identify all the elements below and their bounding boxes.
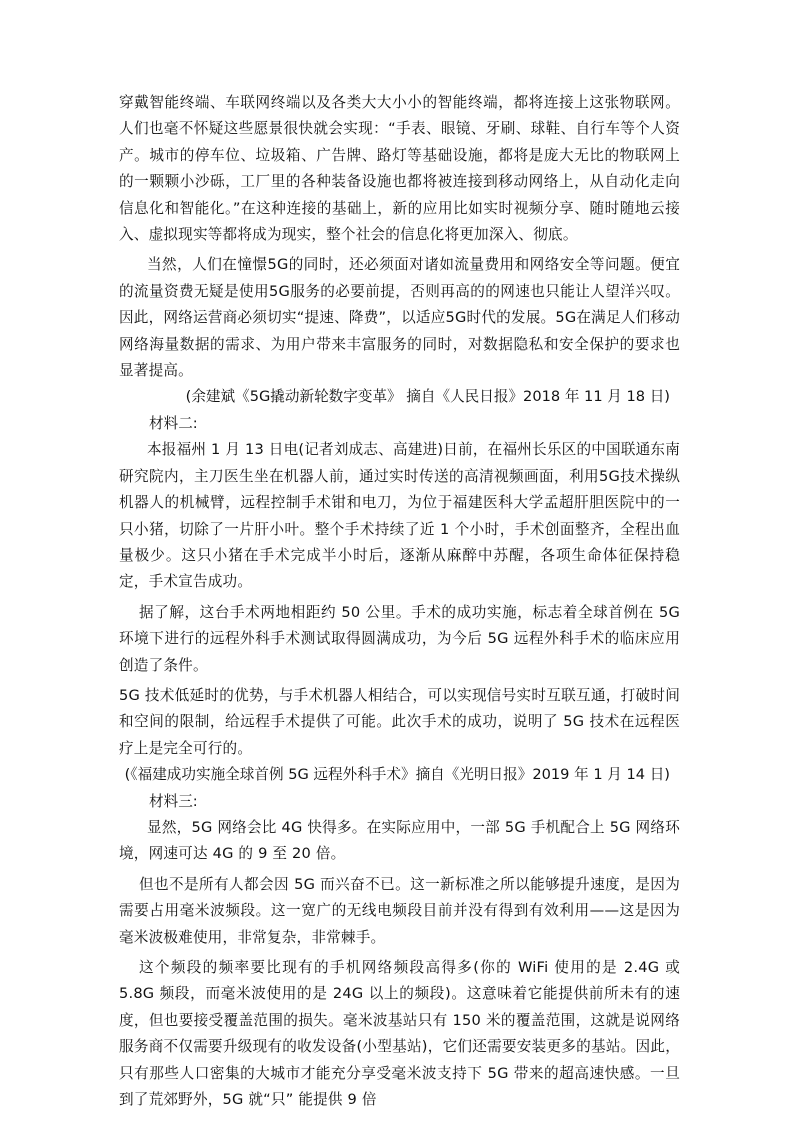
material3-paragraph-2: 但也不是所有人都会因 5G 而兴奋不已。这一新标准之所以能够提升速度，是因为需要占用毫米波频段。这一宽广的无线电频段目前并没有得到有效利用——这是因为毫米波极难使用，非常复杂，非常棘手。: [119, 875, 680, 946]
material1-paragraph-2: 当然，人们在憧憬5G的同时，还必须面对诸如流量费用和网络安全等问题。便宜的流量资费无疑是使用5G服务的必要前提，否则再高的的网速也只能让人望洋兴叹。因此，网络运营商必须切实“提速、降费”，以适应5G时代的发展。5G在满足人们移动网络海量数据的需求、为用户带来丰富服务的同时，对数据隐私和安全保护的要求也显著提高。: [119, 256, 680, 380]
material2-heading: 材料二:: [149, 414, 198, 432]
material3-paragraph-3: 这个频段的频率要比现有的手机网络频段高得多(你的 WiFi 使用的是 2.4G 或 5.8G 频段，而毫米波使用的是 24G 以上的频段)。这意味着它能提供前所未有的速度，但也要接受覆盖范围的损失。毫米波基站只有 150 米的覆盖范围，这就是说网络服务商不仅需要升级现有的收发设备(小型基站)，它们还需要安装更多的基站。因此，只有那些人口密集的大城市才能充分享受毫米波支持下 5G 带来的超高速快感。一旦到了荒郊野外，5G 就“只” 能提供 9 倍: [119, 959, 680, 1109]
material1-source: (余建斌《5G撬动新轮数字变革》 摘自《人民日报》2018 年 11 月 18 日): [185, 388, 670, 406]
material2-paragraph-2: 据了解，这台手术两地相距约 50 公里。手术的成功实施，标志着全球首例在 5G 环境下进行的远程外科手术测试取得圆满成功，为今后 5G 远程外科手术的临床应用创造了条件。: [119, 603, 680, 674]
material2-paragraph-3: 5G 技术低延时的优势，与手术机器人相结合，可以实现信号实时互联互通，打破时间和空间的限制，给远程手术提供了可能。此次手术的成功，说明了 5G 技术在远程医疗上是完全可行的。: [119, 686, 680, 757]
material3-paragraph-1: 显然，5G 网络会比 4G 快得多。在实际应用中，一部 5G 手机配合上 5G 网络环境，网速可达 4G 的 9 至 20 倍。: [119, 818, 680, 863]
material3-heading: 材料三:: [149, 792, 198, 810]
material1-paragraph-1: 穿戴智能终端、车联网终端以及各类大大小小的智能终端，都将连接上这张物联网。人们也毫不怀疑这些愿景很快就会实现：“手表、眼镜、牙刷、球鞋、自行车等个人资产。城市的停车位、垃圾箱、广告牌、路灯等基础设施，都将是庞大无比的物联网上的一颗颗小沙砾，工厂里的各种装备设施也都将被连接到移动网络上，从自动化走向信息化和智能化。”在这种连接的基础上，新的应用比如实时视频分享、随时随地云接入、虚拟现实等都将成为现实，整个社会的信息化将更加深入、彻底。: [119, 94, 680, 244]
material2-source: (《福建成功实施全球首例 5G 远程外科手术》摘自《光明日报》2019 年 1 月 14 日): [124, 766, 670, 784]
material2-paragraph-1: 本报福州 1 月 13 日电(记者刘成志、高建进)日前，在福州长乐区的中国联通东南研究院内，主刀医生坐在机器人前，通过实时传送的高清视频画面，利用5G技术操纵机器人的机械臂，远程控制手术钳和电刀，为位于福建医科大学孟超肝胆医院中的一只小猪，切除了一片肝小叶。整个手术持续了近 1 个小时，手术创面整齐，全程出血量极少。这只小猪在手术完成半小时后，逐渐从麻醉中苏醒，各项生命体征保持稳定，手术宣告成功。: [119, 441, 681, 591]
document-page: [119, 90, 680, 1113]
